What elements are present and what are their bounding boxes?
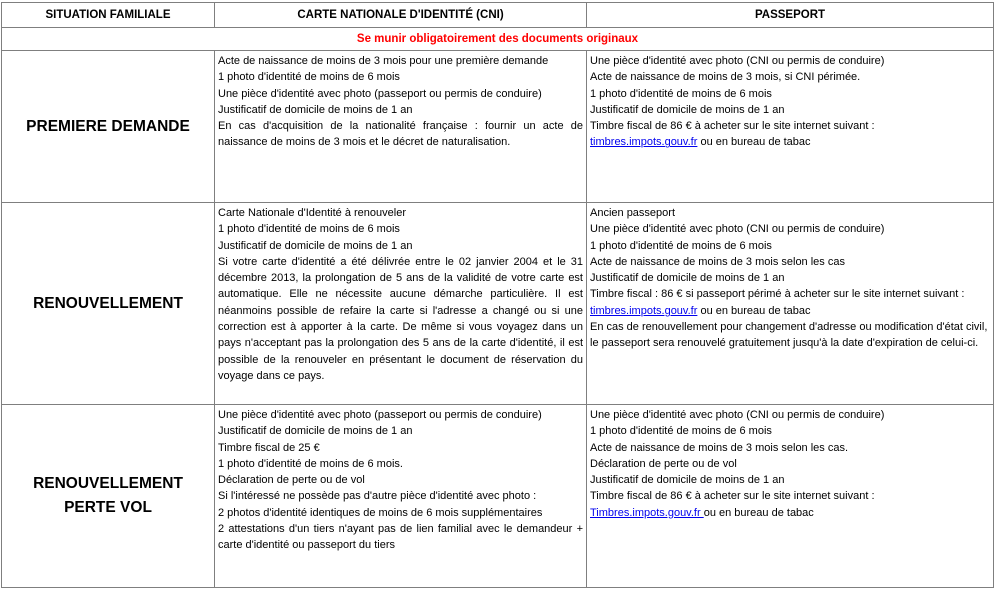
- timbres-impots-link[interactable]: timbres.impots.gouv.fr: [590, 304, 698, 317]
- passport-item: Justificatif de domicile de moins de 1 an: [590, 272, 785, 285]
- situation-premiere-demande: PREMIERE DEMANDE: [2, 51, 215, 203]
- passport-item: 1 photo d'identité de moins de 6 mois: [590, 239, 772, 252]
- link-suffix: ou en bureau de tabac: [697, 136, 811, 149]
- passport-item: En cas de renouvellement pour changement d'adresse ou modification d'état civil, le passeport sera renouvelé gratuitement jusqu'à la date d'expiration de celui-ci.: [590, 321, 988, 350]
- passport-item: Une pièce d'identité avec photo (CNI ou permis de conduire): [590, 223, 885, 236]
- cni-item: Justificatif de domicile de moins de 1 an: [218, 239, 413, 252]
- passport-item: Acte de naissance de moins de 3 mois, si CNI périmée.: [590, 71, 861, 84]
- documents-table: [1, 2, 994, 588]
- passport-item: Une pièce d'identité avec photo (CNI ou permis de conduire): [590, 55, 885, 67]
- cni-cell: [215, 51, 587, 203]
- cni-item: Acte de naissance de moins de 3 mois pour une première demande: [218, 55, 549, 67]
- cni-item: 1 photo d'identité de moins de 6 mois: [218, 223, 400, 236]
- cni-item: Timbre fiscal de 25 €: [218, 441, 320, 454]
- cni-item: Si l'intéressé ne possède pas d'autre pièce d'identité avec photo :: [218, 490, 537, 503]
- passport-item: Timbre fiscal de 86 € à acheter sur le site internet suivant :: [590, 120, 875, 133]
- passport-item: 1 photo d'identité de moins de 6 mois: [590, 425, 772, 438]
- situation-line: PERTE VOL: [64, 499, 152, 516]
- header-cni: CARTE NATIONALE D'IDENTITÉ (CNI): [215, 3, 587, 28]
- passport-item: [590, 286, 990, 319]
- passport-item: Justificatif de domicile de moins de 1 an: [590, 474, 785, 487]
- cni-item: Déclaration de perte ou de vol: [218, 474, 365, 487]
- passport-item: Acte de naissance de moins de 3 mois selon les cas.: [590, 441, 849, 454]
- cni-item: 1 photo d'identité de moins de 6 mois: [218, 71, 400, 84]
- passport-item: Une pièce d'identité avec photo (CNI ou permis de conduire): [590, 409, 885, 421]
- passport-item: [590, 505, 990, 521]
- situation-renouvellement-perte-vol: [2, 405, 215, 588]
- cni-item: 1 photo d'identité de moins de 6 mois.: [218, 457, 403, 470]
- cni-item: 2 attestations d'un tiers n'ayant pas de lien familial avec le demandeur + carte d'identité ou passeport du tiers: [218, 523, 583, 552]
- banner-row: [2, 28, 994, 51]
- table-row: [2, 203, 994, 405]
- header-passport: PASSEPORT: [587, 3, 994, 28]
- passport-item: Ancien passeport: [590, 207, 675, 219]
- header-situation: SITUATION FAMILIALE: [2, 3, 215, 28]
- passport-item: Acte de naissance de moins de 3 mois selon les cas: [590, 255, 845, 268]
- situation-line: RENOUVELLEMENT: [33, 475, 183, 492]
- passport-cell: [587, 405, 994, 588]
- fee-text: Timbre fiscal : 86 € si passeport périmé à acheter sur le site internet suivant :: [590, 288, 965, 301]
- link-suffix: ou en bureau de tabac: [703, 506, 814, 519]
- cni-item: Si votre carte d'identité a été délivrée entre le 02 janvier 2004 et le 31 décembre 2013, la prolongation de 5 ans de la validité de votre carte est automatique. Elle ne nécessite aucune démarche particulière. Il est néanmoins possible de refaire la carte si l'adresse a changé ou si une correction est à apporter à la carte. De même si vous voyagez dans un pays n'acceptant pas la prolongation des 5 ans de la carte d'identité, il est possible de la renouveler en présentant le document de réservation du voyage dans ce pays.: [218, 255, 583, 382]
- passport-cell: [587, 51, 994, 203]
- cni-item: En cas d'acquisition de la nationalité française : fournir un acte de naissance de moins de 3 mois et le décret de naturalisation.: [218, 120, 583, 149]
- passport-cell: [587, 203, 994, 405]
- passport-item: [590, 134, 990, 150]
- table-row: [2, 51, 994, 203]
- cni-item: Justificatif de domicile de moins de 1 an: [218, 103, 413, 116]
- table-row: [2, 405, 994, 588]
- timbres-impots-link[interactable]: Timbres.impots.gouv.fr: [590, 506, 704, 519]
- cni-cell: [215, 203, 587, 405]
- cni-item: 2 photos d'identité identiques de moins de 6 mois supplémentaires: [218, 506, 543, 519]
- timbres-impots-link[interactable]: timbres.impots.gouv.fr: [590, 136, 698, 149]
- cni-item: Carte Nationale d'Identité à renouveler: [218, 207, 406, 219]
- cni-cell: [215, 405, 587, 588]
- link-suffix: ou en bureau de tabac: [697, 304, 811, 317]
- situation-renouvellement: RENOUVELLEMENT: [2, 203, 215, 405]
- passport-item: Timbre fiscal de 86 € à acheter sur le site internet suivant :: [590, 490, 875, 503]
- passport-item: Justificatif de domicile de moins de 1 an: [590, 103, 785, 116]
- originals-banner: Se munir obligatoirement des documents originaux: [2, 28, 994, 51]
- cni-item: Justificatif de domicile de moins de 1 an: [218, 425, 413, 438]
- passport-item: 1 photo d'identité de moins de 6 mois: [590, 87, 772, 100]
- cni-item: Une pièce d'identité avec photo (passeport ou permis de conduire): [218, 409, 542, 421]
- passport-item: Déclaration de perte ou de vol: [590, 457, 737, 470]
- cni-item: Une pièce d'identité avec photo (passeport ou permis de conduire): [218, 87, 542, 100]
- header-row: [2, 3, 994, 28]
